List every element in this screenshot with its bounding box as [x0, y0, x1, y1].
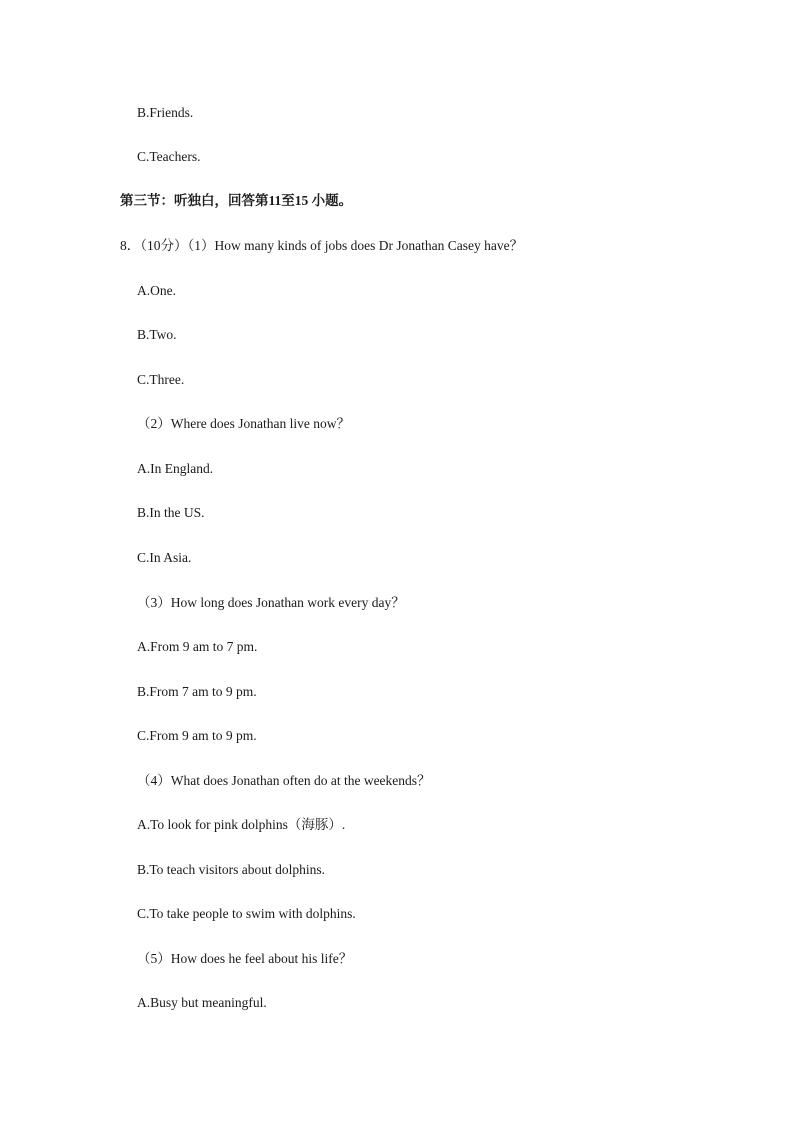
q2-option-b: B.In the US. — [137, 505, 205, 520]
question-part-2: （2）Where does Jonathan live now？ — [137, 416, 350, 431]
q4-option-a: A.To look for pink dolphins（海豚）. — [137, 817, 346, 832]
q2-option-c: C.In Asia. — [137, 550, 192, 565]
question-part-4: （4）What does Jonathan often do at the weekends？ — [137, 773, 431, 788]
q5-option-a: A.Busy but meaningful. — [137, 995, 267, 1010]
question-8-part-1: 8．（10分）（1）How many kinds of jobs does Dr Jonathan Casey have？ — [120, 238, 524, 253]
q4-option-c: C.To take people to swim with dolphins. — [137, 906, 356, 921]
option-b-friends: B.Friends. — [137, 105, 194, 120]
q3-option-a: A.From 9 am to 7 pm. — [137, 639, 258, 654]
option-c-teachers: C.Teachers. — [137, 149, 201, 164]
section-heading: 第三节：听独白，回答第11至15 小题。 — [120, 193, 353, 208]
q3-option-c: C.From 9 am to 9 pm. — [137, 728, 257, 743]
q1-option-a: A.One. — [137, 283, 176, 298]
q1-option-c: C.Three. — [137, 372, 185, 387]
q4-option-b: B.To teach visitors about dolphins. — [137, 862, 326, 877]
q3-option-b: B.From 7 am to 9 pm. — [137, 684, 257, 699]
q2-option-a: A.In England. — [137, 461, 214, 476]
question-part-5: （5）How does he feel about his life？ — [137, 951, 353, 966]
question-part-3: （3）How long does Jonathan work every day？ — [137, 595, 405, 610]
q1-option-b: B.Two. — [137, 327, 177, 342]
